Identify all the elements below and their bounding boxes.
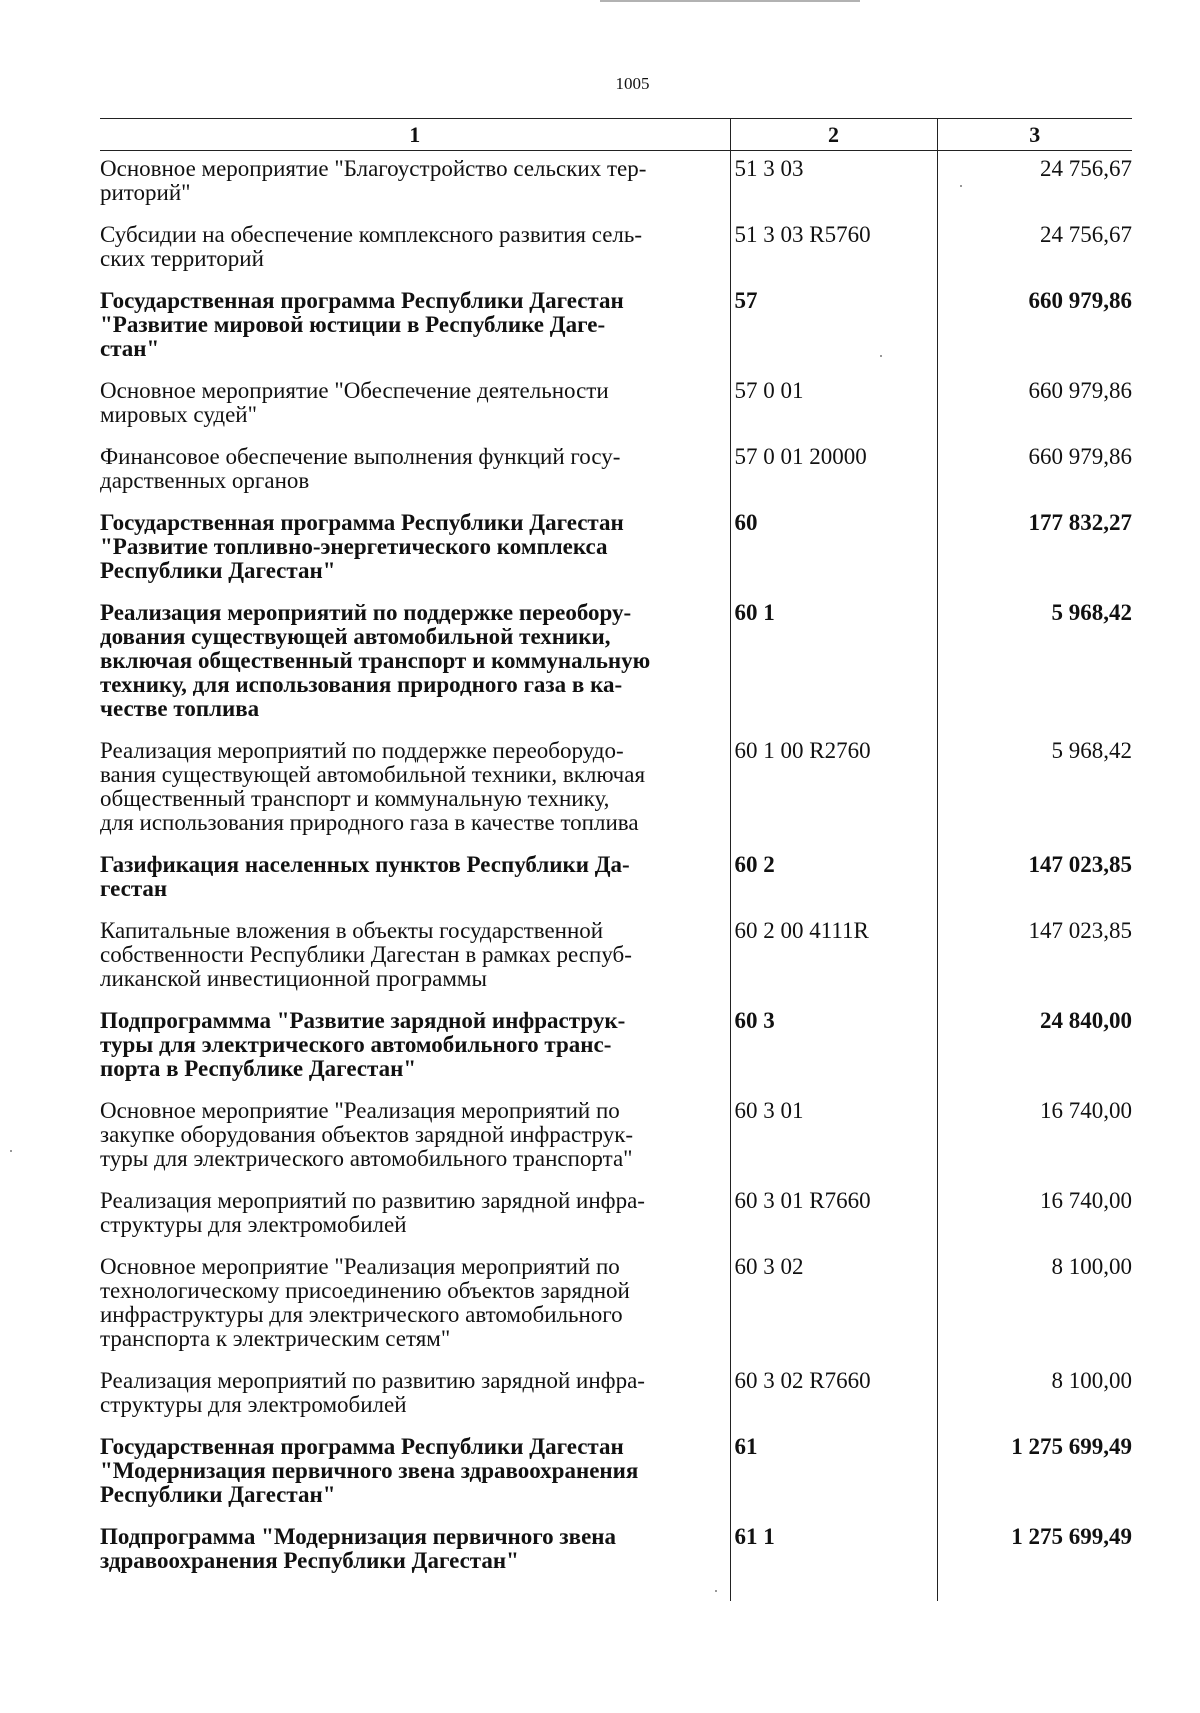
- table-row: [100, 1189, 1132, 1255]
- row-amount: 1 275 699,49: [937, 1525, 1132, 1601]
- table-row: [100, 151, 1132, 224]
- row-amount: 5 968,42: [937, 601, 1132, 739]
- row-code: 61: [730, 1435, 937, 1525]
- row-name: Реализация мероприятий по развитию зарядной инфра- структуры для электромобилей: [100, 1188, 645, 1237]
- table-row: [100, 1255, 1132, 1369]
- table-row: [100, 289, 1132, 379]
- row-name: Реализация мероприятий по поддержке переобору- дования существующей автомобильной техники, включая общественный транспорт и коммунальную технику, для использования природного газа в ка- честве топлива: [100, 600, 651, 721]
- scan-speck: [880, 355, 882, 357]
- row-amount: 24 756,67: [937, 151, 1132, 224]
- page-number: 1005: [615, 74, 650, 93]
- row-name: Реализация мероприятий по поддержке переоборудо- вания существующей автомобильной техники, включая общественный транспорт и коммунальную технику, для использования природного газа в качестве топлива: [100, 738, 646, 835]
- table-row: [100, 1099, 1132, 1189]
- scan-artifact: [600, 0, 860, 14]
- table-row: [100, 853, 1132, 919]
- row-amount: 5 968,42: [937, 739, 1132, 853]
- table-row: [100, 739, 1132, 853]
- row-code: 60 3 01 R7660: [730, 1189, 937, 1255]
- row-code: 60 1 00 R2760: [730, 739, 937, 853]
- row-code: 57 0 01: [730, 379, 937, 445]
- table-row: [100, 445, 1132, 511]
- row-code: 61 1: [730, 1525, 937, 1601]
- row-code: 57 0 01 20000: [730, 445, 937, 511]
- row-amount: 24 756,67: [937, 223, 1132, 289]
- row-code: 60: [730, 511, 937, 601]
- table-row: [100, 511, 1132, 601]
- row-amount: 177 832,27: [937, 511, 1132, 601]
- row-amount: 8 100,00: [937, 1255, 1132, 1369]
- table-body: [100, 151, 1132, 1602]
- row-name: Капитальные вложения в объекты государственной собственности Республики Дагестан в рамках респуб- ликанской инвестиционной программы: [100, 918, 632, 991]
- row-name: Газификация населенных пунктов Республики Да- гестан: [100, 852, 630, 901]
- row-code: 51 3 03: [730, 151, 937, 224]
- column-header-name: 1: [100, 119, 730, 151]
- row-amount: 1 275 699,49: [937, 1435, 1132, 1525]
- scan-speck: [10, 1150, 12, 1152]
- row-name: Основное мероприятие "Реализация мероприятий по закупке оборудования объектов зарядной инфраструк- туры для электрического автомобильного транспорта": [100, 1098, 634, 1171]
- budget-table: [100, 118, 1132, 1601]
- row-name: Подпрограммма "Развитие зарядной инфраструк- туры для электрического автомобильного транс- порта в Республике Дагестан": [100, 1008, 626, 1081]
- row-code: 51 3 03 R5760: [730, 223, 937, 289]
- row-name: Реализация мероприятий по развитию зарядной инфра- структуры для электромобилей: [100, 1368, 645, 1417]
- row-amount: 660 979,86: [937, 289, 1132, 379]
- row-amount: 16 740,00: [937, 1099, 1132, 1189]
- row-name: Субсидии на обеспечение комплексного развития сель- ских территорий: [100, 222, 643, 271]
- scan-speck: [960, 185, 962, 187]
- row-amount: 660 979,86: [937, 445, 1132, 511]
- row-name: Основное мероприятие "Благоустройство сельских тер- риторий": [100, 156, 647, 205]
- column-header-code: 2: [730, 119, 937, 151]
- table-row: [100, 1009, 1132, 1099]
- row-amount: 8 100,00: [937, 1369, 1132, 1435]
- table-row: [100, 223, 1132, 289]
- row-code: 60 3 01: [730, 1099, 937, 1189]
- scan-speck: [715, 1590, 717, 1592]
- row-name: Финансовое обеспечение выполнения функций госу- дарственных органов: [100, 444, 621, 493]
- table-row: [100, 1369, 1132, 1435]
- table-row: [100, 601, 1132, 739]
- table-row: [100, 1525, 1132, 1601]
- table-row: [100, 919, 1132, 1009]
- row-code: 60 2: [730, 853, 937, 919]
- row-name: Подпрограмма "Модернизация первичного звена здравоохранения Республики Дагестан": [100, 1524, 617, 1573]
- row-name: Государственная программа Республики Дагестан "Развитие мировой юстиции в Республике Даге- стан": [100, 288, 624, 361]
- row-name: Государственная программа Республики Дагестан "Модернизация первичного звена здравоохранения Республики Дагестан": [100, 1434, 639, 1507]
- row-code: 57: [730, 289, 937, 379]
- row-code: 60 2 00 4111R: [730, 919, 937, 1009]
- row-amount: 147 023,85: [937, 853, 1132, 919]
- row-name: Государственная программа Республики Дагестан "Развитие топливно-энергетического комплекса Республики Дагестан": [100, 510, 624, 583]
- table-header-row: [100, 119, 1132, 151]
- row-amount: 24 840,00: [937, 1009, 1132, 1099]
- table-row: [100, 379, 1132, 445]
- row-amount: 147 023,85: [937, 919, 1132, 1009]
- row-amount: 16 740,00: [937, 1189, 1132, 1255]
- row-name: Основное мероприятие "Обеспечение деятельности мировых судей": [100, 378, 609, 427]
- row-amount: 660 979,86: [937, 379, 1132, 445]
- row-name: Основное мероприятие "Реализация мероприятий по технологическому присоединению объектов зарядной инфраструктуры для электрического автомобильного транспорта к электрическим сетям": [100, 1254, 630, 1351]
- row-code: 60 1: [730, 601, 937, 739]
- column-header-amount: 3: [937, 119, 1132, 151]
- row-code: 60 3 02: [730, 1255, 937, 1369]
- row-code: 60 3 02 R7660: [730, 1369, 937, 1435]
- table-row: [100, 1435, 1132, 1525]
- row-code: 60 3: [730, 1009, 937, 1099]
